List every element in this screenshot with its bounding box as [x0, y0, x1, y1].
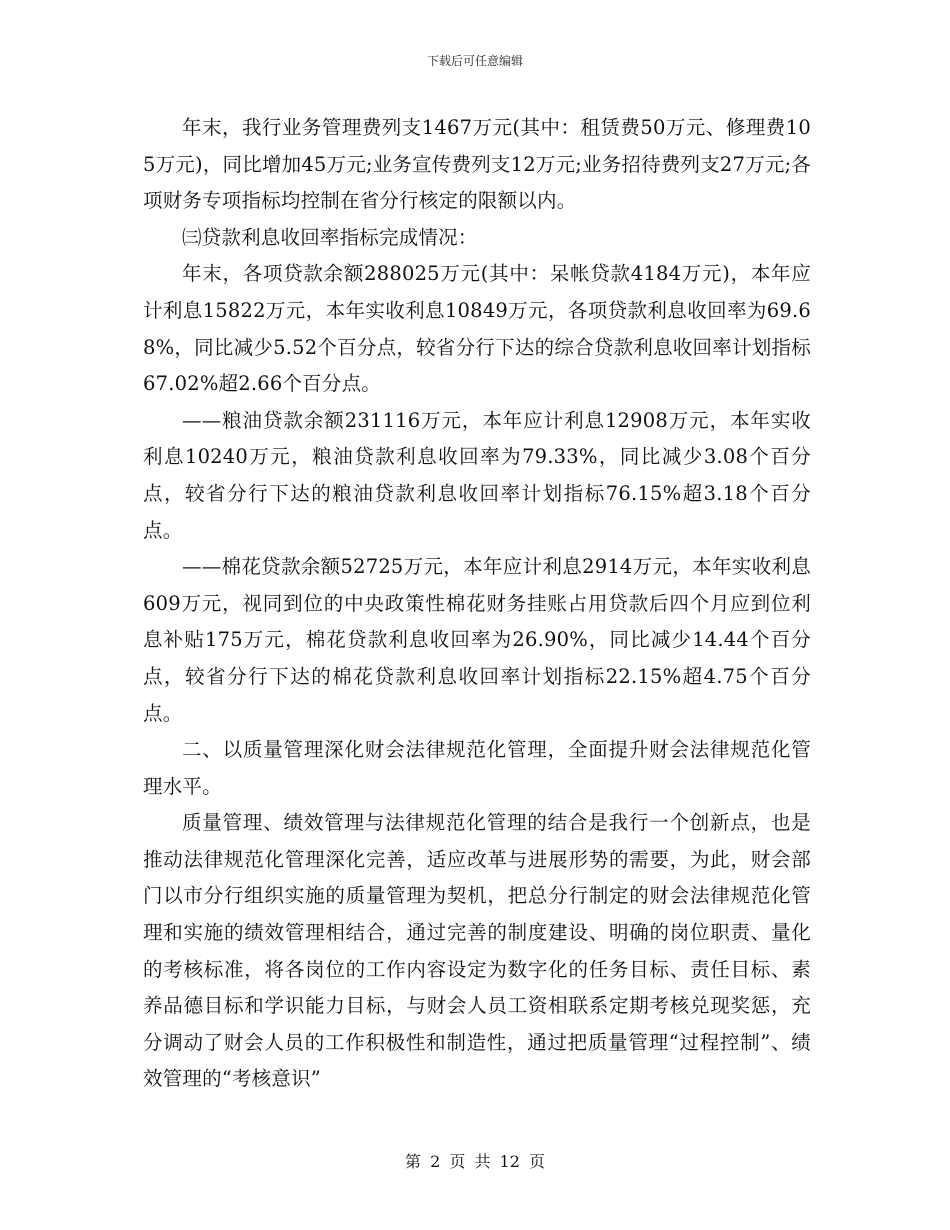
document-body	[143, 110, 811, 1098]
page-header: 下载后可任意编辑	[426, 54, 523, 68]
paragraph-section-two-heading: 二、以质量管理深化财会法律规范化管理，全面提升财会法律规范化管理水平。	[143, 738, 811, 798]
paragraph-loan-interest-heading: ㈢贷款利息收回率指标完成情况：	[182, 225, 478, 249]
paragraph-loan-balance: 年末，各项贷款余额288025万元(其中：呆帐贷款4184万元)，本年应计利息15822万元，本年实收利息10849万元，各项贷款利息收回率为69.68%，同比减少5.52个百分点，较省分行下达的综合贷款利息收回率计划指标67.02%超2.66个百分点。	[143, 262, 811, 396]
paragraph-cotton-loans: ——棉花贷款余额52725万元，本年应计利息2914万元，本年实收利息609万元，视同到位的中央政策性棉花财务挂账占用贷款后四个月应到位利息补贴175万元，棉花贷款利息收回率为26.90%，同比减少14.44个百分点，较省分行下达的棉花贷款利息收回率计划指标22.15%超4.75个百分点。	[143, 555, 811, 725]
page-footer: 第 2 页 共 12 页	[405, 1152, 545, 1171]
paragraph-quality-management: 质量管理、绩效管理与法律规范化管理的结合是我行一个创新点，也是推动法律规范化管理深化完善，适应改革与进展形势的需要，为此，财会部门以市分行组织实施的质量管理为契机，把总分行制定的财会法律规范化管理和实施的绩效管理相结合，通过完善的制度建设、明确的岗位职责、量化的考核标准，将各岗位的工作内容设定为数字化的任务目标、责任目标、素养品德目标和学识能力目标，与财会人员工资相联系定期考核兑现奖惩，充分调动了财会人员的工作积极性和制造性，通过把质量管理“过程控制”、绩效管理的“考核意识”	[143, 811, 811, 1091]
paragraph-grain-oil-loans: ——粮油贷款余额231116万元，本年应计利息12908万元，本年实收利息10240万元，粮油贷款利息收回率为79.33%，同比减少3.08个百分点，较省分行下达的粮油贷款利息收回率计划指标76.15%超3.18个百分点。	[143, 408, 811, 542]
paragraph-expenses: 年末，我行业务管理费列支1467万元(其中：租赁费50万元、修理费105万元)，同比增加45万元;业务宣传费列支12万元;业务招待费列支27万元;各项财务专项指标均控制在省分行核定的限额以内。	[143, 116, 811, 213]
